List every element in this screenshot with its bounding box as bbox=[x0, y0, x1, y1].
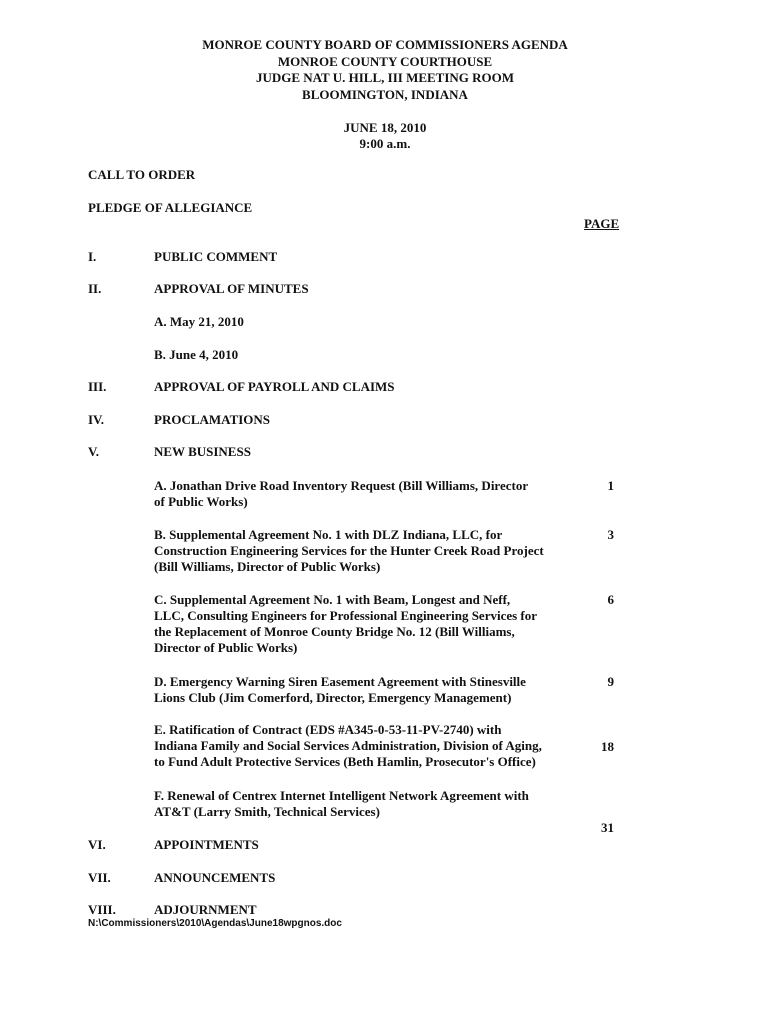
line: Lions Club (Jim Comerford, Director, Emergency Management) bbox=[154, 690, 512, 705]
item-title: ADJOURNMENT bbox=[154, 902, 257, 917]
line: E. Ratification of Contract (EDS #A345-0-53-11-PV-2740) with bbox=[154, 722, 502, 737]
line: AT&T (Larry Smith, Technical Services) bbox=[154, 804, 380, 819]
line: LLC, Consulting Engineers for Professional Engineering Services for bbox=[154, 608, 538, 623]
page-number: 31 bbox=[601, 820, 614, 835]
item-title: APPROVAL OF MINUTES bbox=[154, 281, 309, 296]
minutes-may-21: A. May 21, 2010 bbox=[154, 314, 244, 329]
meeting-time: 9:00 a.m. bbox=[359, 136, 411, 151]
item-number: VIII. bbox=[88, 902, 116, 917]
item-title: APPOINTMENTS bbox=[154, 837, 259, 852]
line: F. Renewal of Centrex Internet Intelligent Network Agreement with bbox=[154, 788, 529, 803]
page-column-header: PAGE bbox=[584, 216, 620, 231]
page-number: 18 bbox=[601, 739, 614, 754]
item-number: I. bbox=[88, 249, 97, 264]
item-title: PROCLAMATIONS bbox=[154, 412, 271, 427]
minutes-june-4: B. June 4, 2010 bbox=[154, 347, 239, 362]
courthouse-name: MONROE COUNTY COURTHOUSE bbox=[277, 54, 493, 69]
item-number: VI. bbox=[88, 837, 106, 852]
line: B. Supplemental Agreement No. 1 with DLZ Indiana, LLC, for bbox=[154, 527, 503, 542]
item-number: IV. bbox=[88, 412, 105, 427]
item-title: PUBLIC COMMENT bbox=[154, 249, 278, 264]
line: of Public Works) bbox=[154, 494, 248, 509]
new-business-e bbox=[154, 722, 594, 770]
line: Construction Engineering Services for the Hunter Creek Road Project bbox=[154, 543, 544, 558]
item-number: II. bbox=[88, 281, 102, 296]
new-business-d bbox=[154, 674, 574, 706]
line: the Replacement of Monroe County Bridge No. 12 (Bill Williams, bbox=[154, 624, 515, 639]
call-to-order: CALL TO ORDER bbox=[88, 167, 196, 182]
city-state: BLOOMINGTON, INDIANA bbox=[302, 87, 468, 102]
line: D. Emergency Warning Siren Easement Agreement with Stinesville bbox=[154, 674, 526, 689]
item-number: VII. bbox=[88, 870, 111, 885]
line: Director of Public Works) bbox=[154, 640, 298, 655]
new-business-a bbox=[154, 478, 574, 510]
page-number: 9 bbox=[607, 674, 614, 689]
item-number: V. bbox=[88, 444, 99, 459]
meeting-date: JUNE 18, 2010 bbox=[343, 120, 427, 135]
new-business-b bbox=[154, 527, 574, 575]
item-number: III. bbox=[88, 379, 107, 394]
item-title: NEW BUSINESS bbox=[154, 444, 251, 459]
file-path-footer: N:\Commissioners\2010\Agendas\June18wpgnos.doc bbox=[88, 918, 342, 929]
agenda-title: MONROE COUNTY BOARD OF COMMISSIONERS AGENDA bbox=[202, 37, 568, 52]
line: A. Jonathan Drive Road Inventory Request (Bill Williams, Director bbox=[154, 478, 529, 493]
line: C. Supplemental Agreement No. 1 with Beam, Longest and Neff, bbox=[154, 592, 511, 607]
meeting-room: JUDGE NAT U. HILL, III MEETING ROOM bbox=[255, 70, 515, 85]
page-number: 6 bbox=[607, 592, 614, 607]
page-number: 1 bbox=[607, 478, 614, 493]
line: (Bill Williams, Director of Public Works) bbox=[154, 559, 381, 574]
item-title: APPROVAL OF PAYROLL AND CLAIMS bbox=[154, 379, 395, 394]
item-title: ANNOUNCEMENTS bbox=[154, 870, 276, 885]
line: Indiana Family and Social Services Administration, Division of Aging, bbox=[154, 738, 542, 753]
page-number: 3 bbox=[607, 527, 614, 542]
new-business-f bbox=[154, 788, 594, 820]
new-business-c bbox=[154, 592, 574, 656]
pledge-of-allegiance: PLEDGE OF ALLEGIANCE bbox=[88, 200, 253, 215]
line: to Fund Adult Protective Services (Beth Hamlin, Prosecutor's Office) bbox=[154, 754, 536, 769]
